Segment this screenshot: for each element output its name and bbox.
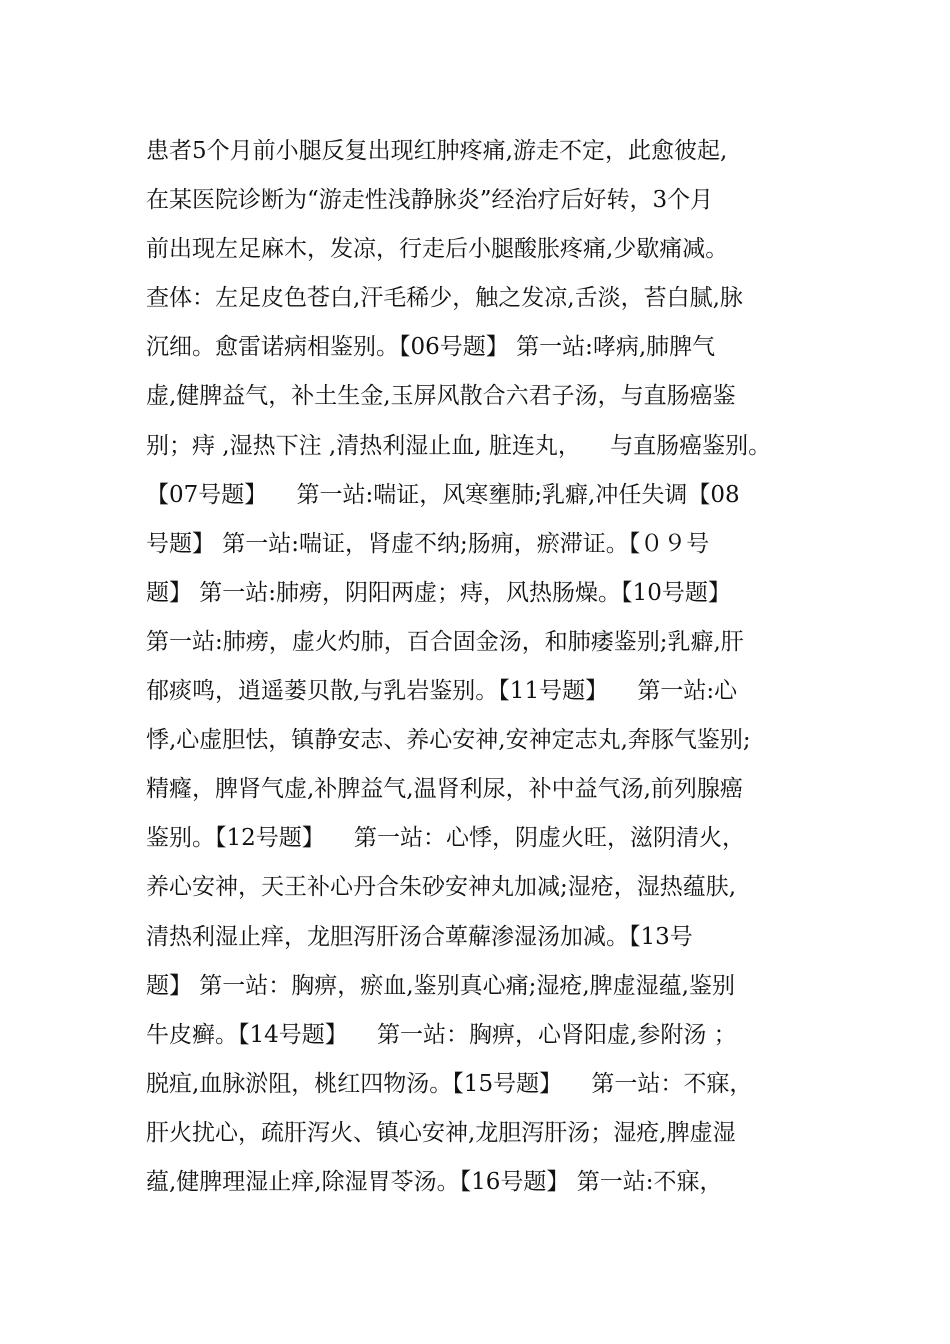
text-line: 郁痰鸣，逍遥蒌贝散,与乳岩鉴别。【11号题】 第一站:心 — [146, 678, 738, 705]
text-line: 肝火扰心，疏肝泻火、镇心安神,龙胆泻肝汤；湿疮,脾虚湿 — [146, 1119, 736, 1146]
text-line: 脱疽,血脉淤阻，桃红四物汤。【15号题】 第一站：不寐， — [146, 1070, 753, 1097]
text-line: 精癃，脾肾气虚,补脾益气,温肾利尿，补中益气汤,前列腺癌 — [146, 776, 743, 803]
text-line: 沉细。愈雷诺病相鉴别。【06号题】 第一站:哮病,肺脾气 — [146, 334, 716, 361]
text-line: 号题】 第一站:喘证，肾虚不纳;肠痈，瘀滞证。【０９号 — [146, 530, 710, 557]
text-line: 蕴,健脾理湿止痒,除湿胃苓汤。【16号题】 第一站:不寐， — [146, 1168, 723, 1195]
text-line: 牛皮癣。【14号题】 第一站：胸痹，心肾阳虚,参附汤 ； — [146, 1021, 737, 1048]
text-line: 题】 第一站：胸痹，瘀血,鉴别真心痛;湿疮,脾虚湿蕴,鉴别 — [146, 972, 735, 999]
text-line: 查体：左足皮色苍白,汗毛稀少，触之发凉,舌淡，苔白腻,脉 — [146, 285, 743, 312]
text-line: 题】 第一站:肺痨，阴阳两虚；痔，风热肠燥。【10号题】 — [146, 579, 731, 606]
text-line: 【07号题】 第一站:喘证，风寒壅肺;乳癖,冲任失调【08 — [146, 481, 740, 508]
text-line: 第一站:肺痨，虚火灼肺，百合固金汤，和肺痿鉴别;乳癖,肝 — [146, 628, 744, 655]
text-line: 悸,心虚胆怯，镇静安志、养心安神,安神定志丸,奔豚气鉴别; — [146, 727, 751, 754]
text-line: 养心安神，天王补心丹合朱砂安神丸加减;湿疮，湿热蕴肤, — [146, 874, 737, 901]
text-line: 虚,健脾益气，补土生金,玉屏风散合六君子汤，与直肠癌鉴 — [146, 383, 736, 410]
text-line: 在某医院诊断为“游走性浅静脉炎”经治疗后好转，3个月 — [146, 187, 714, 214]
text-line: 清热利湿止痒，龙胆泻肝汤合萆薢渗湿汤加减。【13号 — [146, 923, 693, 950]
text-line: 别；痔 ,湿热下注 ,清热利湿止血, 脏连丸， 与直肠癌鉴别。 — [146, 432, 772, 459]
document-body — [146, 127, 826, 1207]
text-line: 鉴别。【12号题】 第一站：心悸，阴虚火旺，滋阴清火， — [146, 825, 746, 852]
text-line: 患者5个月前小腿反复出现红肿疼痛,游走不定，此愈彼起, — [146, 138, 728, 164]
text-line: 前出现左足麻木，发凉，行走后小腿酸胀疼痛,少歇痛减。 — [146, 236, 729, 263]
